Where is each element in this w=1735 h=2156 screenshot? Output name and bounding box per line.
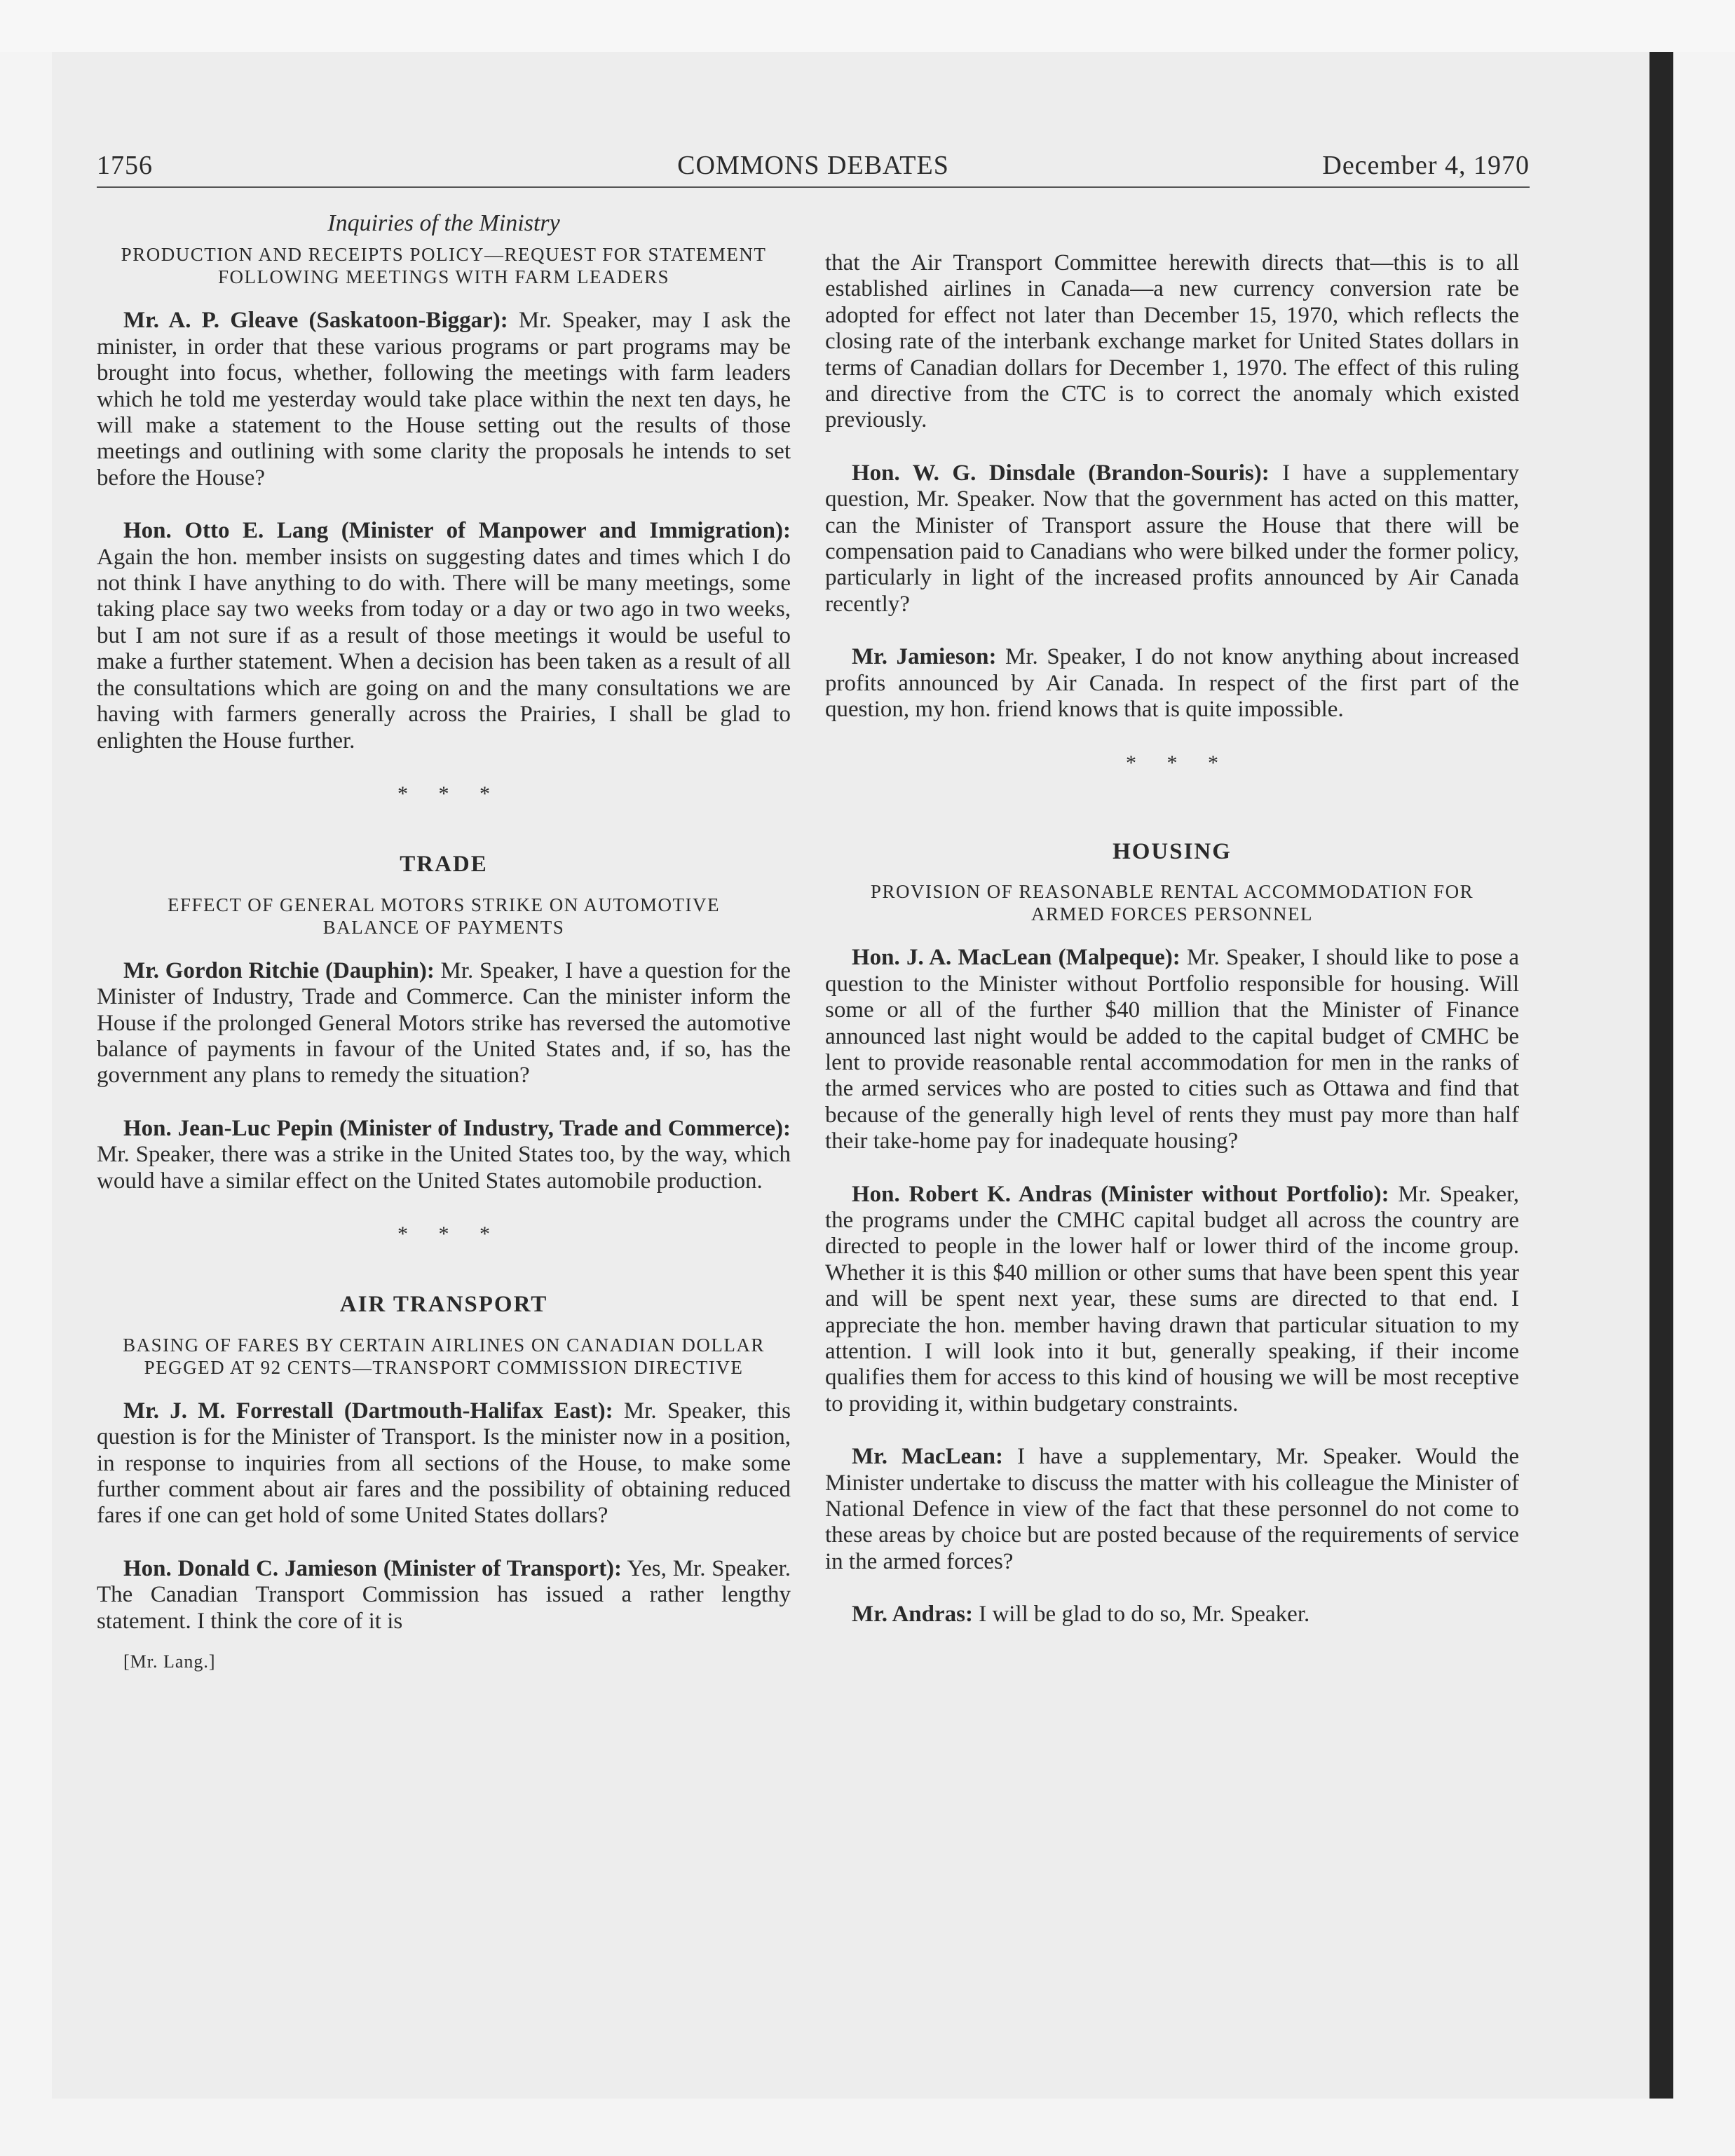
speech-andras <box>825 1182 1519 1418</box>
speech-text: Mr. Speaker, I have a question for the Minister of Industry, Trade and Commerce. Can the minister inform the House if the prolonged General Motors strike has reversed the automotive balance of payments in favour of the United States and, if so, has the government any plans to remedy the situation? <box>97 957 791 1089</box>
speaker-name: Mr. MacLean: <box>852 1444 1003 1470</box>
page-date: December 4, 1970 <box>1322 151 1530 180</box>
page-header <box>97 150 1530 188</box>
section-heading-trade: TRADE <box>400 852 488 878</box>
speech-dinsdale <box>825 460 1519 618</box>
speech-continuation: that the Air Transport Committee herewith directs that—this is to all established airlines in Canada—a new currency conversion rate be adopted for effect not later than December 15, 1970, which reflects the closing rate of the interbank exchange market for United States dollars in terms of Canadian dollars for December 1, 1970. The effect of this ruling and directive from the CTC is to correct the anomaly which existed previously. <box>825 250 1519 433</box>
continuation-note: [Mr. Lang.] <box>123 1651 216 1672</box>
speech-andras-reply <box>825 1602 1519 1628</box>
speech-pepin <box>97 1116 791 1194</box>
speaker-name: Mr. J. M. Forrestall (Dartmouth-Halifax East): <box>123 1398 613 1424</box>
section-separator: * * * <box>1126 751 1218 775</box>
left-column <box>97 210 791 1674</box>
page-number: 1756 <box>97 151 153 180</box>
scan-top-margin <box>0 0 1735 52</box>
speaker-name: Hon. J. A. MacLean (Malpeque): <box>852 945 1181 971</box>
speech-text: Mr. Speaker, the programs under the CMHC capital budget all across the country are directed to people in the lower half or lower third of the income group. Whether it is this $40 million or other sums that have been spent this year and will be spent next year, these sums are directed to that end. I appreciate the hon. member having drawn that particular situation to my attention. I will look into it but, generally speaking, if their income qualifies them for access to this kind of housing we will be most receptive to providing it, within budgetary constraints. <box>825 1181 1519 1417</box>
scanner-edge-bar <box>1649 52 1673 2099</box>
speech-jamieson-reply <box>825 644 1519 723</box>
speech-gleave <box>97 308 791 491</box>
speech-forrestall <box>97 1398 791 1529</box>
speech-text: Yes, Mr. Speaker. The Canadian Transport Commission has issued a rather lengthy statement. I think the core of it is <box>97 1555 791 1634</box>
speaker-name: Mr. Jamieson: <box>852 644 997 670</box>
speech-text: Mr. Speaker, this question is for the Minister of Transport. Is the minister now in a position, in response to inquiries from all sections of the House, to make some further comment about air fares and the possibility of obtaining reduced fares if one can get hold of some United States dollars? <box>97 1398 791 1529</box>
speaker-name: Mr. A. P. Gleave (Saskatoon-Biggar): <box>123 308 508 334</box>
speech-text: Mr. Speaker, may I ask the minister, in order that these various programs or part programs may be brought into focus, whether, following the meetings with farm leaders which he told me yesterday would take place within the next ten days, he will make a statement to the House setting out the results of those meetings and outlining with some clarity the proposals he intends to set before the House? <box>97 308 791 491</box>
speaker-name: Mr. Gordon Ritchie (Dauphin): <box>123 957 435 983</box>
speech-maclean-supplementary <box>825 1444 1519 1575</box>
speaker-name: Hon. Donald C. Jamieson (Minister of Transport): <box>123 1555 622 1581</box>
speech-maclean <box>825 945 1519 1154</box>
section-heading-air-transport: AIR TRANSPORT <box>339 1292 548 1318</box>
speech-ritchie <box>97 958 791 1089</box>
subtopic-air-fares: BASING OF FARES BY CERTAIN AIRLINES ON CANADIAN DOLLAR PEGGED AT 92 CENTS—TRANSPORT COMMISSION DIRECTIVE <box>123 1334 765 1378</box>
speech-text: Mr. Speaker, I do not know anything about increased profits announced by Air Canada. In respect of the first part of the question, my hon. friend knows that is quite impossible. <box>825 644 1519 723</box>
section-intro: Inquiries of the Ministry <box>327 210 560 236</box>
section-separator: * * * <box>397 1222 490 1246</box>
speech-text: Mr. Speaker, I should like to pose a question to the Minister without Portfolio responsible for housing. Will some or all of the further $40 million that the Minister of Finance announced last night would be added to the capital budget of CMHC be lent to provide reasonable rental accommodation for men in the ranks of the armed services who are posted to cities such as Ottawa and find that because of the generally high level of rents they must pay more than half their take-home pay for inadequate housing? <box>825 945 1519 1154</box>
speaker-name: Hon. Robert K. Andras (Minister without Portfolio): <box>852 1181 1389 1207</box>
speech-text: I have a supplementary question, Mr. Speaker. Now that the government has acted on this matter, can the Minister of Transport assure the House that there will be compensation paid to Canadians who were bilked under the former policy, particularly in light of the increased profits announced by Air Canada recently? <box>825 460 1519 617</box>
subtopic-rental-accommodation: PROVISION OF REASONABLE RENTAL ACCOMMODATION FOR ARMED FORCES PERSONNEL <box>870 881 1474 925</box>
speaker-name: Mr. Andras: <box>852 1602 973 1628</box>
subtopic-farm-policy: PRODUCTION AND RECEIPTS POLICY—REQUEST FOR STATEMENT FOLLOWING MEETINGS WITH FARM LEADERS <box>121 244 767 288</box>
section-separator: * * * <box>397 782 490 805</box>
speech-text: I have a supplementary, Mr. Speaker. Would the Minister undertake to discuss the matter with his colleague the Minister of National Defence in view of the fact that these personnel do not come to these areas by choice but are posted because of the requirements of service in the armed forces? <box>825 1444 1519 1574</box>
section-heading-housing: HOUSING <box>1113 838 1232 864</box>
speaker-name: Hon. Otto E. Lang (Minister of Manpower and Immigration): <box>123 518 791 544</box>
subtopic-gm-strike: EFFECT OF GENERAL MOTORS STRIKE ON AUTOMOTIVE BALANCE OF PAYMENTS <box>167 894 721 938</box>
speech-lang <box>97 518 791 754</box>
speaker-name: Hon. W. G. Dinsdale (Brandon-Souris): <box>852 460 1270 486</box>
speech-text: Mr. Speaker, there was a strike in the United States too, by the way, which would have a similar effect on the United States automobile production. <box>97 1142 791 1194</box>
speech-text: Again the hon. member insists on suggesting dates and times which I do not think I have anything to do with. There will be many meetings, some taking place say two weeks from today or a day or two ago in two weeks, but I am not sure if as a result of those meetings it would be useful to make a further statement. When a decision has been taken as a result of all the consultations which are going on and the many consultations we are having with farmers generally across the Prairies, I shall be glad to enlighten the House further. <box>97 544 791 753</box>
speech-jamieson <box>97 1556 791 1635</box>
publication-title: COMMONS DEBATES <box>677 151 949 180</box>
right-column <box>825 250 1519 1655</box>
speaker-name: Hon. Jean-Luc Pepin (Minister of Industry, Trade and Commerce): <box>123 1115 791 1141</box>
speech-text: I will be glad to do so, Mr. Speaker. <box>972 1602 1310 1628</box>
